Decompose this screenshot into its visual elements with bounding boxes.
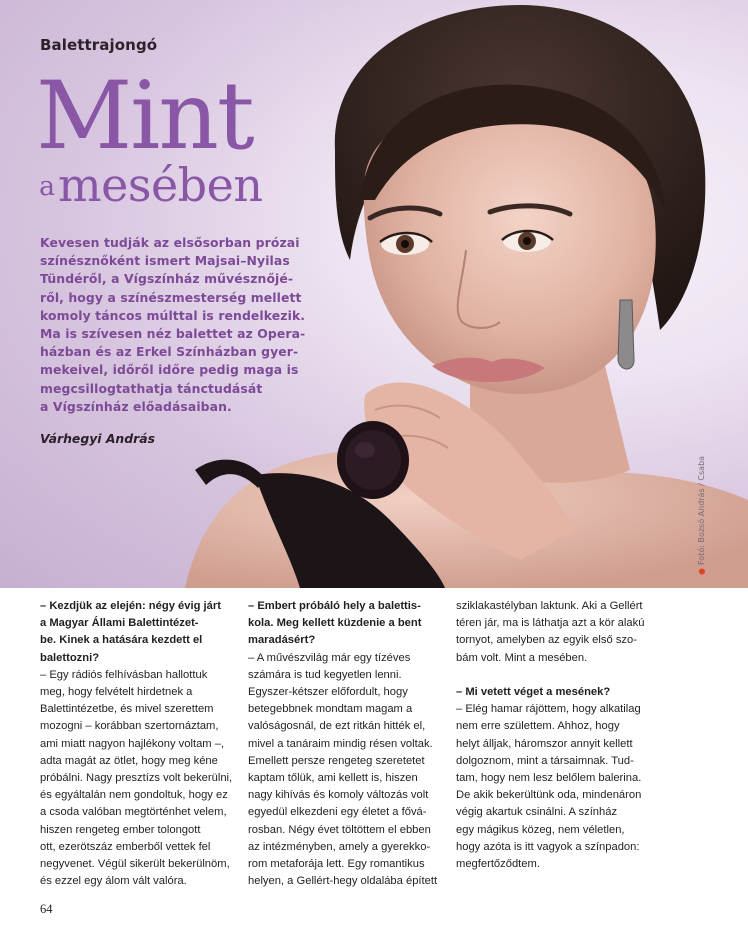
question-line: be. Kinek a hatására kezdett el (40, 634, 203, 647)
answer-line: nem erre születtem. Ahhoz, hogy (456, 720, 620, 733)
answer-line: – Elég hamar rájöttem, hogy alkatilag (456, 703, 641, 716)
answer-line: és ezzel egy álom vált valóra. (40, 875, 187, 888)
answer-line: tam, hogy nem lesz belőlem balerina. (456, 772, 642, 785)
answer-line: ott, ezerötszáz emberből vettek fel (40, 840, 211, 853)
answer-line: Emellett persze rengeteg szeretetet (248, 754, 425, 767)
photo-credit-text: Fotó: Bozsó András / Csaba (697, 455, 706, 566)
question-line: – Mi vetett véget a mesének? (456, 686, 611, 698)
lead-line: a Vígszínház előadásaiban. (40, 398, 232, 414)
photo-credit (697, 456, 706, 575)
lead-line: házban és az Erkel Színházban gyer- (40, 344, 299, 360)
lead-line: komoly táncos múlttal is rendelkezik. (40, 307, 306, 323)
answer-line: De akik bekerültünk oda, mindenáron (456, 789, 642, 802)
lead-line: ről, hogy a színészmesterség mellett (40, 289, 302, 305)
answer-line: kaptam tőlük, ami kellett is, hiszen (248, 772, 418, 785)
answer-line: hogy azóta is itt vagyok a színpadon: (456, 840, 640, 853)
answer-line: mozogni – korábban szertornáztam, (40, 720, 219, 733)
paragraph-gap (456, 667, 662, 684)
answer-line: helyt álljak, háromszor annyit kellett (456, 737, 633, 750)
question-line: – Kezdjük az elején: négy évig járt (40, 600, 221, 612)
question-line: kola. Meg kellett küzdenie a bent (248, 617, 422, 630)
article-title-second: mesében (58, 158, 263, 212)
answer-line: számára is tud kegyetlen lenni. (248, 668, 402, 681)
page-number: 64 (40, 902, 53, 916)
answer-line: nagy kihívás és komoly változás volt (248, 789, 429, 802)
question-line: a Magyar Állami Balettintézet- (40, 617, 199, 630)
lead-line: Tündéről, a Vígszínház művésznőjé- (40, 271, 294, 287)
lead-line: Kevesen tudják az elsősorban prózai (40, 235, 300, 250)
lead-line: megcsillogtathatja tánctudását (40, 380, 263, 396)
answer-line: – Egy rádiós felhívásban hallottuk (40, 668, 208, 681)
lead-line: Ma is szívesen néz balettet az Opera- (40, 326, 306, 342)
answer-line: negyvenet. Végül sikerült bekerülnöm, (40, 858, 230, 871)
answer-line: próbálni. Nagy presztízs volt bekerülni, (40, 772, 233, 785)
answer-line: a csoda valóban megtörténhet velem, (40, 806, 227, 819)
answer-line: meg, hogy felvételt hirdetnek a (40, 686, 193, 699)
answer-line: téren jár, ma is láthatja azt a kör alakú (456, 617, 645, 630)
answer-line: egy mágikus közeg, nem véletlen, (456, 823, 625, 836)
author-byline: Várhegyi András (40, 431, 155, 446)
answer-line: bám volt. Mint a mesében. (456, 651, 588, 664)
article-title-article: a (39, 171, 56, 202)
answer-line: valóságosnál, de ezt ritkán hitték el, (248, 720, 426, 733)
answer-line: rosban. Négy évet töltöttem el ebben (248, 823, 431, 836)
answer-line: Balettintézetbe, és mivel szerettem (40, 703, 214, 716)
text-column-3 (456, 598, 662, 873)
lead-line: színésznőként ismert Majsai–Nyilas (40, 253, 290, 269)
lead-line: mekeivel, időről időre pedig maga is (40, 362, 299, 378)
answer-line: betegebbnek mondtam magam a (248, 703, 413, 716)
answer-line: végig akartuk csinálni. A színház (456, 806, 618, 819)
answer-line: – A művészvilág már egy tízéves (248, 651, 411, 664)
answer-line: sziklakastélyban laktunk. Aki a Gellért (456, 600, 643, 612)
answer-line: rom metaforája lett. Egy romantikus (248, 858, 425, 871)
lead-paragraph (40, 234, 306, 416)
question-line: maradásért? (248, 634, 316, 647)
text-column-2 (248, 598, 454, 890)
answer-line: adta magát az ötlet, hogy meg kéne (40, 754, 218, 767)
article-title-main: Mint (36, 62, 253, 171)
answer-line: dolgoznom, mint a társaimnak. Tud- (456, 754, 634, 767)
answer-line: egyedül elkezdeni egy életet a fővá- (248, 806, 427, 819)
text-column-1 (40, 598, 246, 890)
answer-line: tornyot, amelyben az egyik első szo- (456, 634, 637, 647)
answer-line: ami miatt nagyon hajlékony voltam –, (40, 737, 225, 750)
question-line: – Embert próbáló hely a balettis- (248, 600, 421, 612)
answer-line: mivel a tanáraim mindig résen voltak. (248, 737, 433, 750)
answer-line: Egyszer-kétszer előfordult, hogy (248, 686, 408, 699)
answer-line: az intézményben, amely a gyerekko- (248, 840, 431, 853)
credit-dot-icon: ● (697, 568, 706, 575)
question-line: balettozni? (40, 651, 100, 664)
answer-line: megfertőződtem. (456, 858, 540, 871)
section-label: Balettrajongó (40, 36, 158, 54)
answer-line: hiszen rengeteg ember tolongott (40, 823, 201, 836)
answer-line: és egyáltalán nem gondoltuk, hogy ez (40, 789, 228, 802)
answer-line: helyen, a Gellért-hegy oldalába épített (248, 875, 438, 888)
